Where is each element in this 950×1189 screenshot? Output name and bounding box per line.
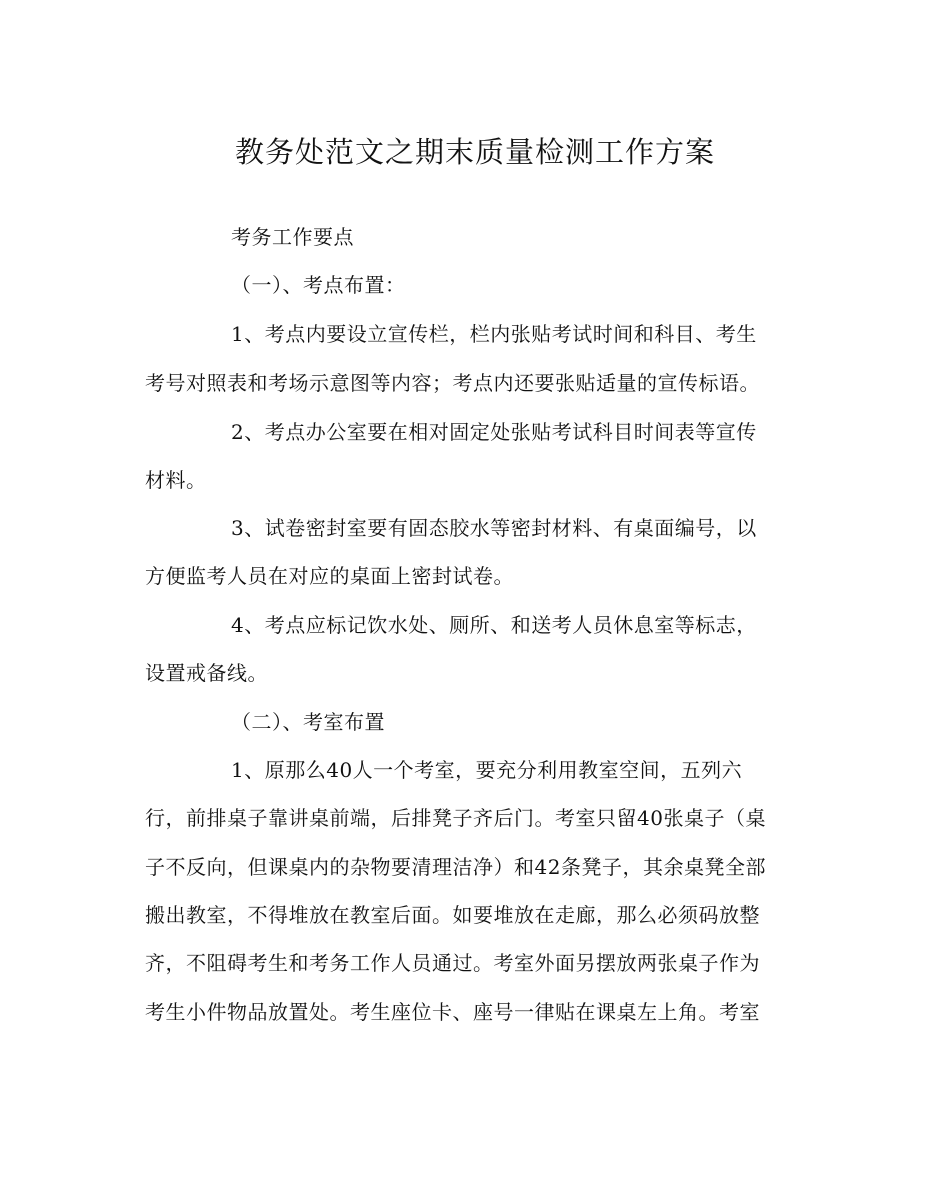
paragraph-line: 3、试卷密封室要有固态胶水等密封材料、有桌面编号，以: [231, 516, 757, 540]
subsection-heading: （二）、考室布置: [231, 710, 385, 734]
paragraph-line: 子不反向，但课桌内的杂物要清理洁净）和42条凳子，其余桌凳全部: [145, 855, 766, 879]
paragraph-line: 设置戒备线。: [145, 661, 268, 685]
paragraph-line: 1、考点内要设立宣传栏，栏内张贴考试时间和科目、考生: [231, 322, 757, 346]
paragraph-line: 材料。: [145, 468, 207, 492]
paragraph-line: 考生小件物品放置处。考生座位卡、座号一律贴在课桌左上角。考室: [145, 1000, 760, 1024]
paragraph-line: 1、原那么40人一个考室，要充分利用教室空间，五列六: [231, 758, 743, 782]
paragraph-line: 方便监考人员在对应的桌面上密封试卷。: [145, 564, 514, 588]
subsection-heading: （一）、考点布置：: [231, 273, 406, 297]
paragraph-line: 4、考点应标记饮水处、厕所、和送考人员休息室等标志，: [231, 613, 757, 637]
paragraph-line: 齐，不阻碍考生和考务工作人员通过。考室外面另摆放两张桌子作为: [145, 951, 760, 975]
paragraph-line: 考号对照表和考场示意图等内容；考点内还要张贴适量的宣传标语。: [145, 371, 760, 395]
paragraph-line: 2、考点办公室要在相对固定处张贴考试科目时间表等宣传: [231, 420, 757, 444]
document-title: 教务处范文之期末质量检测工作方案: [234, 135, 715, 169]
paragraph-line: 行，前排桌子靠讲桌前端，后排凳子齐后门。考室只留40张桌子（桌: [145, 806, 766, 830]
paragraph-line: 搬出教室，不得堆放在教室后面。如要堆放在走廊，那么必须码放整: [145, 903, 760, 927]
section-heading: 考务工作要点: [231, 225, 354, 249]
